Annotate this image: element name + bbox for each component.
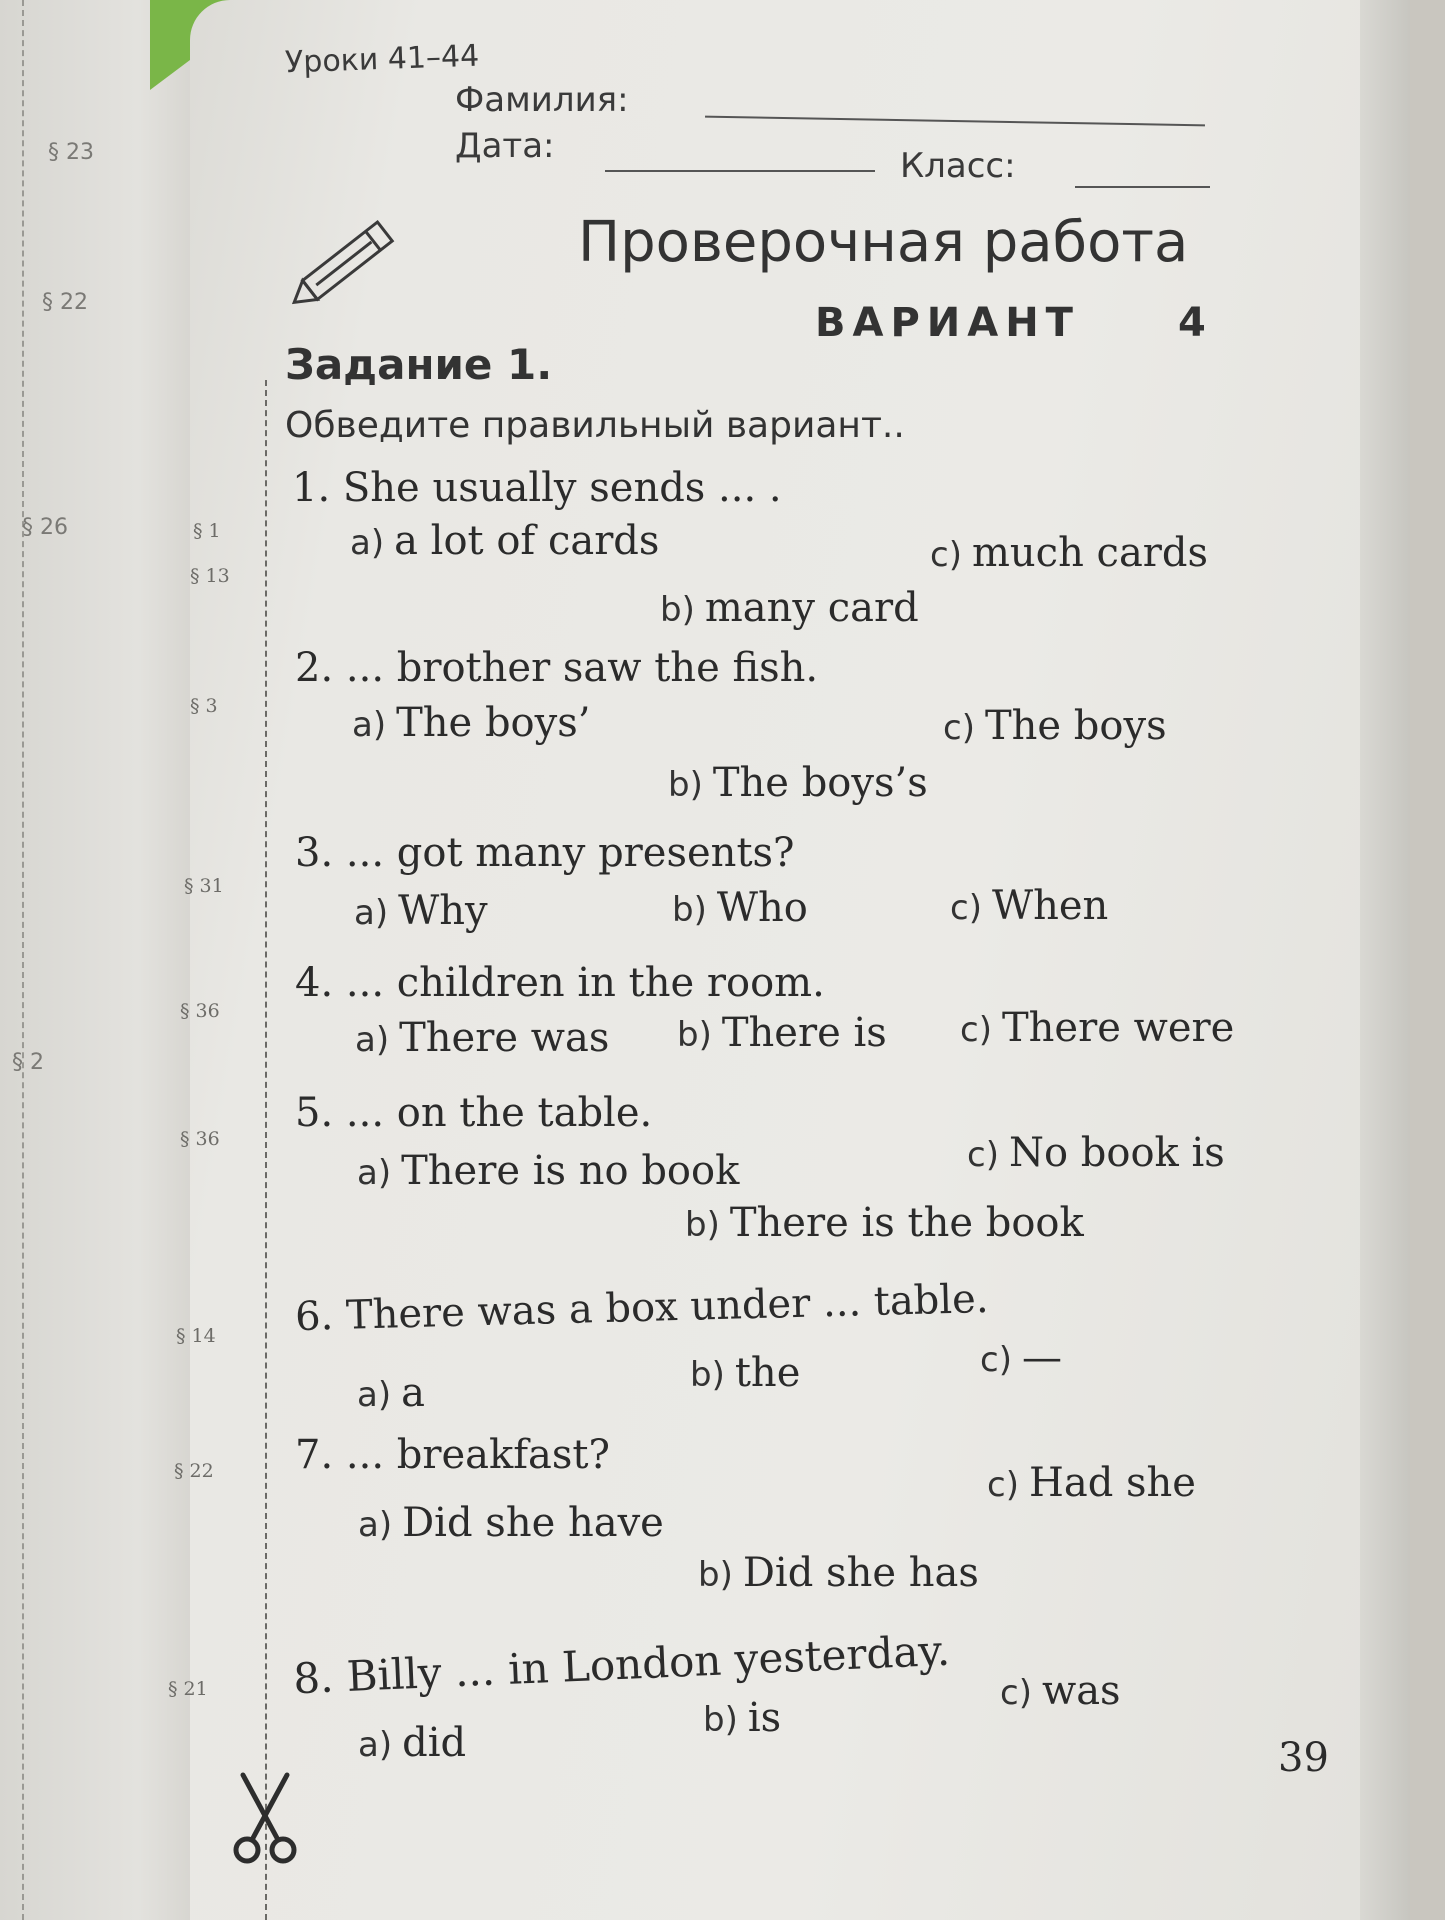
option-text: There is xyxy=(721,1010,887,1056)
option-text: — xyxy=(1021,1335,1062,1381)
question-number: 1. xyxy=(292,465,331,511)
option-6c[interactable] xyxy=(980,1335,1062,1381)
option-letter: a) xyxy=(350,523,385,563)
option-text: did xyxy=(402,1720,467,1766)
section-ref: § 36 xyxy=(180,1000,220,1022)
question-text: ... children in the room. xyxy=(345,960,825,1006)
option-text: a xyxy=(401,1370,425,1416)
option-7c[interactable] xyxy=(987,1460,1196,1506)
question-number: 5. xyxy=(295,1090,334,1136)
option-letter: c) xyxy=(1000,1673,1032,1713)
option-text: The boys’s xyxy=(712,760,928,806)
variant-number: 4 xyxy=(1178,300,1206,346)
option-6a[interactable] xyxy=(357,1370,425,1416)
page-title: Проверочная работа xyxy=(578,210,1189,275)
section-ref: § 31 xyxy=(184,875,224,897)
lessons-label: Уроки 41–44 xyxy=(284,38,480,81)
option-3b[interactable] xyxy=(672,885,808,931)
option-letter: b) xyxy=(668,765,703,805)
variant-label: ВАРИАНТ xyxy=(815,300,1080,346)
page-number: 39 xyxy=(1278,1735,1329,1781)
class-label: Класс: xyxy=(900,146,1016,186)
option-1a[interactable] xyxy=(350,518,659,564)
question-1 xyxy=(292,465,782,511)
left-mark: § 22 xyxy=(42,290,88,315)
option-1b[interactable] xyxy=(660,585,919,631)
option-text: There is the book xyxy=(729,1200,1084,1246)
date-label: Дата: xyxy=(455,126,555,166)
option-letter: a) xyxy=(358,1505,393,1545)
option-2c[interactable] xyxy=(943,703,1167,749)
scissors-icon xyxy=(225,1770,305,1870)
option-8a[interactable] xyxy=(358,1720,466,1766)
option-text: much cards xyxy=(971,530,1209,576)
option-7a[interactable] xyxy=(358,1500,664,1546)
option-text: Had she xyxy=(1028,1460,1196,1506)
option-letter: a) xyxy=(357,1153,392,1193)
cut-line xyxy=(265,380,267,1920)
pencil-icon xyxy=(280,205,420,315)
surname-label: Фамилия: xyxy=(455,80,629,120)
section-ref: § 21 xyxy=(168,1678,208,1700)
section-ref: § 3 xyxy=(190,695,218,717)
option-2a[interactable] xyxy=(352,700,590,746)
option-6b[interactable] xyxy=(690,1350,800,1396)
option-text: Who xyxy=(716,885,808,931)
option-4a[interactable] xyxy=(355,1015,609,1061)
left-page-cut-line xyxy=(22,0,24,1920)
option-letter: b) xyxy=(672,890,707,930)
option-letter: c) xyxy=(960,1010,992,1050)
option-letter: c) xyxy=(930,535,962,575)
option-8b[interactable] xyxy=(703,1695,781,1741)
option-letter: b) xyxy=(690,1355,725,1395)
option-3a[interactable] xyxy=(354,888,488,934)
option-letter: a) xyxy=(354,893,389,933)
question-4 xyxy=(295,960,825,1006)
option-text: Why xyxy=(398,888,488,934)
option-text: No book is xyxy=(1008,1130,1225,1176)
option-text: a lot of cards xyxy=(394,518,660,564)
option-text: There is no book xyxy=(401,1148,740,1194)
option-text: the xyxy=(734,1350,801,1396)
question-number: 6. xyxy=(294,1293,334,1341)
option-letter: a) xyxy=(352,705,387,745)
option-letter: c) xyxy=(967,1135,999,1175)
section-ref: § 13 xyxy=(190,565,230,587)
question-2 xyxy=(295,645,818,691)
option-text: Did she have xyxy=(402,1500,664,1546)
section-ref: § 1 xyxy=(193,520,221,542)
section-ref: § 36 xyxy=(180,1128,220,1150)
task-title: Задание 1. xyxy=(285,340,553,389)
question-text: There was a box under ... table. xyxy=(345,1275,990,1339)
section-ref: § 22 xyxy=(174,1460,214,1482)
question-text: ... on the table. xyxy=(345,1090,653,1136)
option-4b[interactable] xyxy=(677,1010,887,1056)
question-3 xyxy=(295,830,794,876)
option-4c[interactable] xyxy=(960,1005,1234,1051)
option-5b[interactable] xyxy=(685,1200,1084,1246)
option-text: is xyxy=(747,1695,782,1741)
option-7b[interactable] xyxy=(698,1550,979,1596)
option-letter: a) xyxy=(357,1375,392,1415)
class-field[interactable] xyxy=(1075,186,1210,188)
left-mark: § 26 xyxy=(22,515,68,540)
option-2b[interactable] xyxy=(668,760,928,806)
question-text: ... brother saw the fish. xyxy=(345,645,819,691)
option-letter: c) xyxy=(950,888,982,928)
question-text: ... breakfast? xyxy=(345,1432,610,1478)
option-text: Did she has xyxy=(742,1550,979,1596)
option-letter: a) xyxy=(355,1020,390,1060)
question-text: Billy ... in London yesterday. xyxy=(345,1625,951,1701)
option-letter: b) xyxy=(677,1015,712,1055)
question-number: 7. xyxy=(295,1432,334,1478)
page-edge xyxy=(1360,0,1410,1920)
option-3c[interactable] xyxy=(950,883,1108,929)
option-letter: b) xyxy=(703,1700,738,1740)
option-letter: a) xyxy=(358,1725,393,1765)
left-mark: § 2 xyxy=(12,1050,44,1075)
question-number: 3. xyxy=(295,830,334,876)
option-letter: c) xyxy=(980,1340,1012,1380)
left-mark: § 23 xyxy=(48,140,94,165)
question-text: She usually sends ... . xyxy=(342,465,782,511)
question-number: 4. xyxy=(295,960,334,1006)
option-text: The boys’ xyxy=(396,700,591,746)
section-ref: § 14 xyxy=(176,1325,216,1347)
option-letter: b) xyxy=(698,1555,733,1595)
option-text: There were xyxy=(1001,1005,1235,1051)
option-text: many card xyxy=(704,585,919,631)
option-letter: b) xyxy=(660,590,695,630)
option-5c[interactable] xyxy=(967,1130,1225,1176)
question-5 xyxy=(295,1090,652,1136)
question-7 xyxy=(295,1432,610,1478)
option-letter: c) xyxy=(943,708,975,748)
date-field[interactable] xyxy=(605,170,875,172)
option-text: When xyxy=(991,883,1109,929)
question-number: 8. xyxy=(292,1652,335,1704)
option-letter: b) xyxy=(685,1205,720,1245)
option-5a[interactable] xyxy=(357,1148,739,1194)
task-instruction: Обведите правильный вариант.. xyxy=(285,405,905,446)
question-text: ... got many presents? xyxy=(345,830,795,876)
option-8c[interactable] xyxy=(1000,1668,1121,1714)
option-text: was xyxy=(1041,1668,1121,1714)
option-1c[interactable] xyxy=(930,530,1208,576)
option-letter: c) xyxy=(987,1465,1019,1505)
question-number: 2. xyxy=(295,645,334,691)
option-text: The boys xyxy=(984,703,1167,749)
option-text: There was xyxy=(399,1015,610,1061)
